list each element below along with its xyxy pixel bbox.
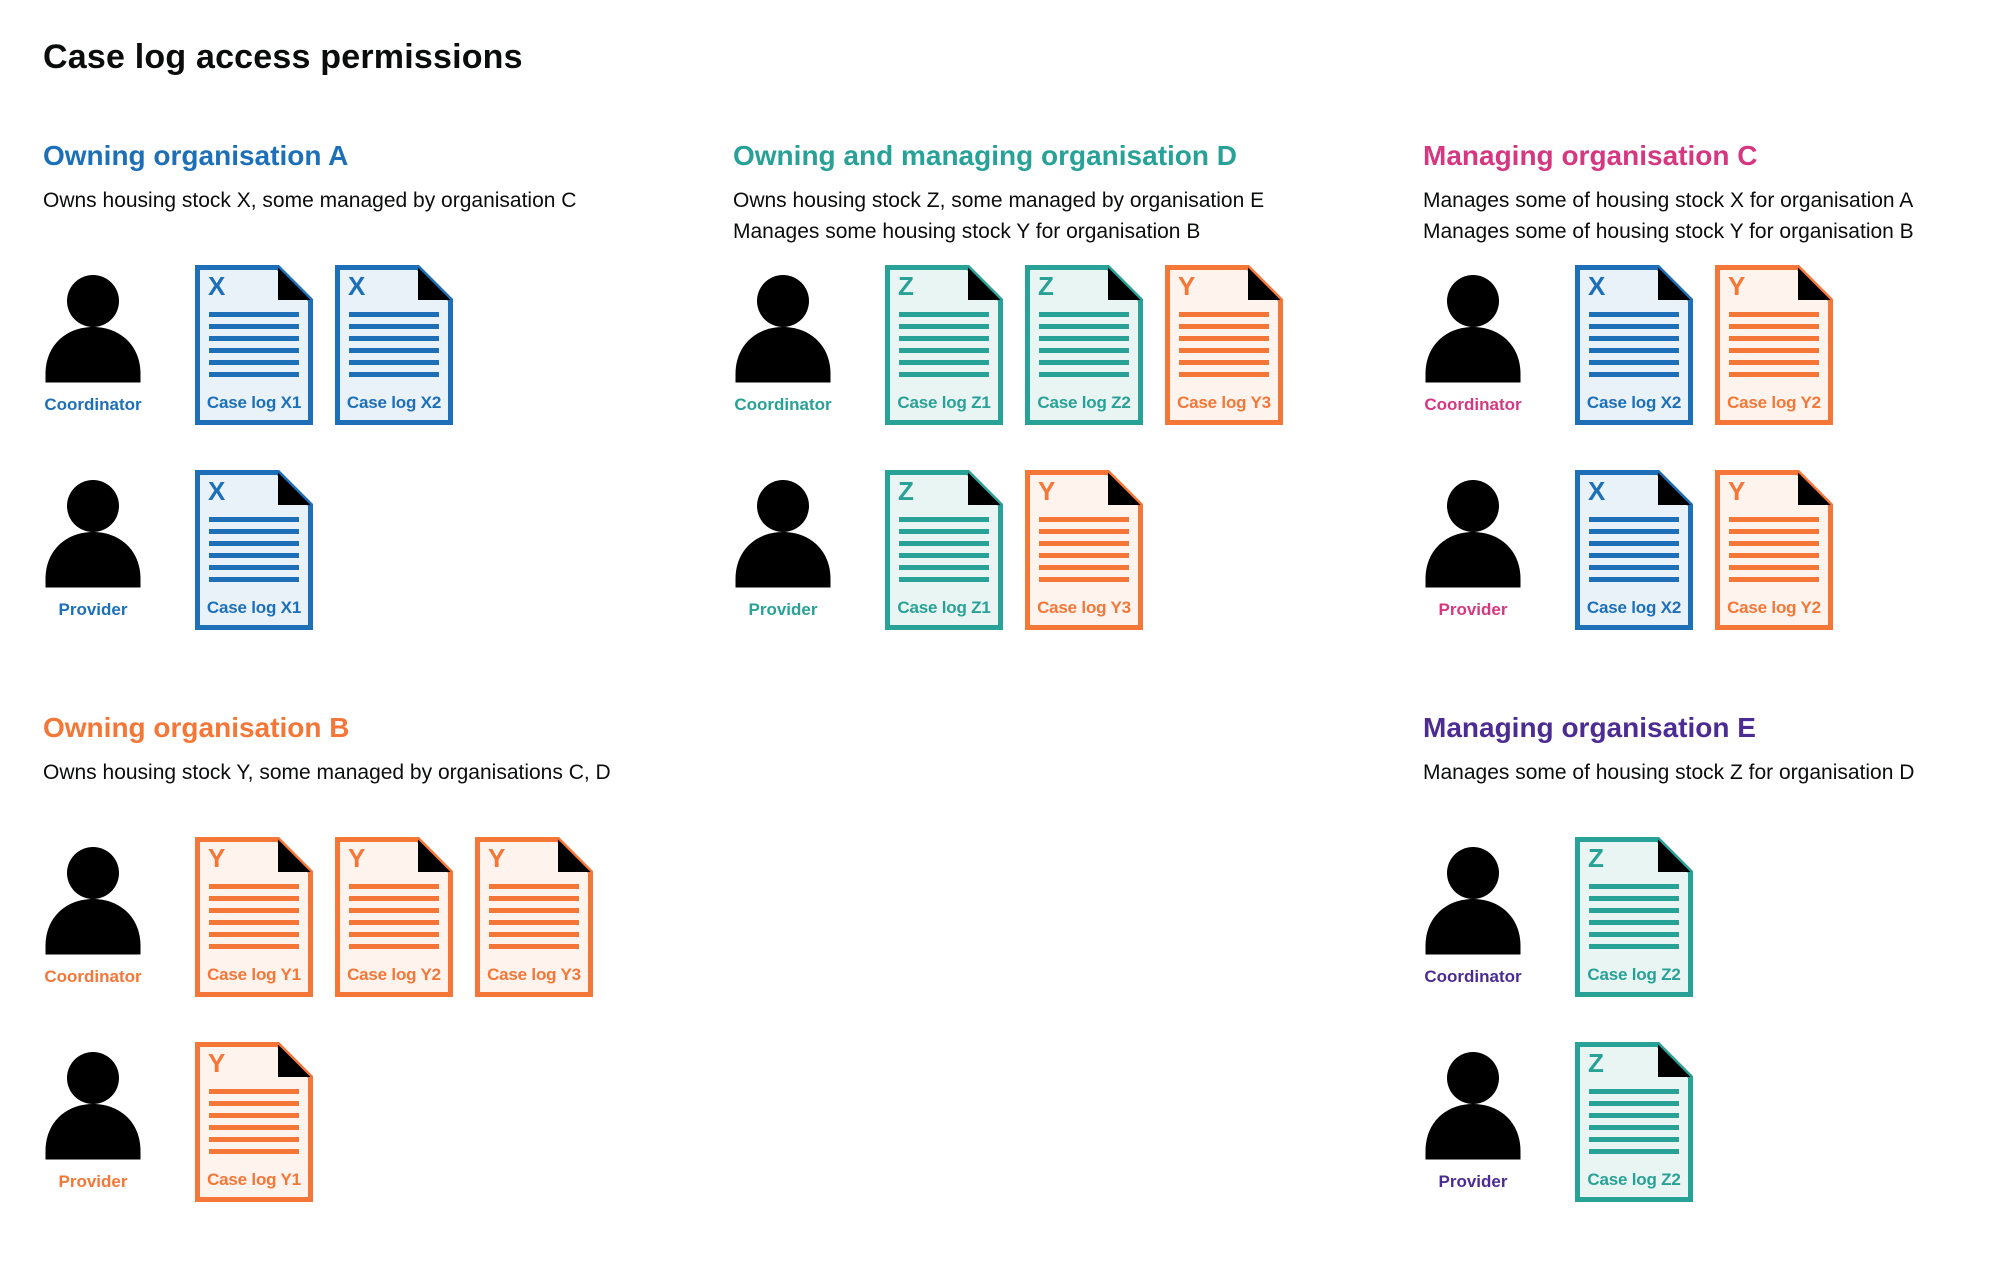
stock-letter: Y (1038, 476, 1056, 506)
role-label: Provider (1438, 600, 1508, 619)
description-line: Manages some of housing stock Z for organisation D (1423, 761, 1915, 784)
role-label: Coordinator (44, 395, 142, 414)
person-icon (1423, 1048, 1523, 1162)
person-icon (733, 271, 833, 385)
case-log-doc (1575, 837, 1693, 997)
person-icon (1423, 843, 1523, 957)
stock-letter: Z (1038, 271, 1054, 301)
case-log-doc (1575, 1042, 1693, 1202)
role-label: Coordinator (734, 395, 832, 414)
provider-figure (733, 476, 833, 626)
page-title: Case log access permissions (43, 38, 523, 76)
case-log-doc (885, 265, 1003, 425)
stock-letter: Y (1728, 476, 1746, 506)
case-log-doc (1715, 470, 1833, 630)
provider-row (43, 1042, 603, 1202)
case-log-doc (195, 837, 313, 997)
case-log-doc (475, 837, 593, 997)
stock-letter: Z (1588, 1048, 1604, 1078)
stock-letter: Y (208, 843, 226, 873)
case-log-doc (195, 470, 313, 630)
description-line: Owns housing stock X, some managed by organisation C (43, 189, 577, 212)
description-line: Manages some of housing stock X for organisation A (1423, 189, 1914, 212)
role-label: Coordinator (1424, 395, 1522, 414)
stock-letter: Y (348, 843, 366, 873)
stock-letter: Y (488, 843, 506, 873)
coordinator-figure (1423, 271, 1523, 421)
role-label: Coordinator (44, 967, 142, 986)
case-log-label: Case log X2 (1586, 598, 1682, 617)
case-log-label: Case log Z2 (1587, 965, 1681, 984)
role-label: Provider (1438, 1172, 1508, 1191)
section-description (1423, 185, 1993, 247)
provider-row (43, 470, 603, 630)
section-heading: Managing organisation E (1423, 712, 1756, 743)
section-description (733, 185, 1303, 247)
role-label: Provider (58, 600, 128, 619)
case-log-doc (1025, 265, 1143, 425)
case-log-label: Case log Y2 (1727, 598, 1821, 617)
case-log-label: Case log Y3 (1037, 598, 1131, 617)
provider-row (1423, 470, 1983, 630)
person-icon (1423, 476, 1523, 590)
coordinator-figure (43, 271, 143, 421)
coordinator-row (733, 265, 1293, 425)
case-log-doc (1165, 265, 1283, 425)
section-owning-organisation-b (43, 712, 613, 1191)
stock-letter: X (1588, 271, 1606, 301)
stock-letter: Z (898, 271, 914, 301)
coordinator-figure (1423, 843, 1523, 993)
description-line: Manages some housing stock Y for organisation B (733, 220, 1201, 243)
case-log-doc (1575, 265, 1693, 425)
section-description (43, 757, 613, 788)
case-log-label: Case log Y2 (1727, 393, 1821, 412)
case-log-label: Case log X1 (206, 393, 302, 412)
coordinator-row (1423, 837, 1983, 997)
person-icon (43, 271, 143, 385)
case-log-doc (335, 265, 453, 425)
case-log-doc (1715, 265, 1833, 425)
case-log-doc (195, 265, 313, 425)
section-owning-and-managing-organisation-d (733, 140, 1303, 619)
coordinator-figure (733, 271, 833, 421)
provider-figure (43, 476, 143, 626)
case-log-doc (335, 837, 453, 997)
stock-letter: Y (208, 1048, 226, 1078)
person-icon (1423, 271, 1523, 385)
case-log-label: Case log Z2 (1587, 1170, 1681, 1189)
description-line: Owns housing stock Z, some managed by organisation E (733, 189, 1265, 212)
stock-letter: Y (1728, 271, 1746, 301)
case-log-label: Case log Y1 (207, 965, 301, 984)
role-label: Provider (58, 1172, 128, 1191)
stock-letter: X (208, 271, 226, 301)
description-line: Manages some of housing stock Y for organisation B (1423, 220, 1914, 243)
section-managing-organisation-e (1423, 712, 1993, 1191)
case-log-doc (885, 470, 1003, 630)
stock-letter: X (208, 476, 226, 506)
case-log-doc (1025, 470, 1143, 630)
person-icon (43, 843, 143, 957)
person-icon (733, 476, 833, 590)
section-owning-organisation-a (43, 140, 613, 619)
case-log-label: Case log Y3 (1177, 393, 1271, 412)
case-log-label: Case log X1 (206, 598, 302, 617)
case-log-label: Case log Z1 (897, 598, 991, 617)
provider-row (733, 470, 1293, 630)
section-description (43, 185, 613, 216)
coordinator-row (1423, 265, 1983, 425)
coordinator-figure (43, 843, 143, 993)
section-description (1423, 757, 1993, 788)
stock-letter: X (348, 271, 366, 301)
section-heading: Owning organisation A (43, 140, 349, 171)
section-managing-organisation-c (1423, 140, 1993, 619)
provider-figure (43, 1048, 143, 1198)
case-log-label: Case log X2 (1586, 393, 1682, 412)
case-log-doc (1575, 470, 1693, 630)
provider-row (1423, 1042, 1983, 1202)
section-heading: Managing organisation C (1423, 140, 1758, 171)
case-log-label: Case log Z2 (1037, 393, 1131, 412)
case-log-label: Case log Y3 (487, 965, 581, 984)
role-label: Coordinator (1424, 967, 1522, 986)
stock-letter: Z (1588, 843, 1604, 873)
stock-letter: X (1588, 476, 1606, 506)
section-heading: Owning organisation B (43, 712, 350, 743)
person-icon (43, 476, 143, 590)
case-log-label: Case log Y1 (207, 1170, 301, 1189)
case-log-label: Case log Z1 (897, 393, 991, 412)
stock-letter: Z (898, 476, 914, 506)
case-log-label: Case log X2 (346, 393, 442, 412)
case-log-doc (195, 1042, 313, 1202)
provider-figure (1423, 1048, 1523, 1198)
person-icon (43, 1048, 143, 1162)
section-heading: Owning and managing organisation D (733, 140, 1238, 171)
case-log-label: Case log Y2 (347, 965, 441, 984)
coordinator-row (43, 837, 603, 997)
coordinator-row (43, 265, 603, 425)
role-label: Provider (748, 600, 818, 619)
stock-letter: Y (1178, 271, 1196, 301)
description-line: Owns housing stock Y, some managed by organisations C, D (43, 761, 611, 784)
provider-figure (1423, 476, 1523, 626)
